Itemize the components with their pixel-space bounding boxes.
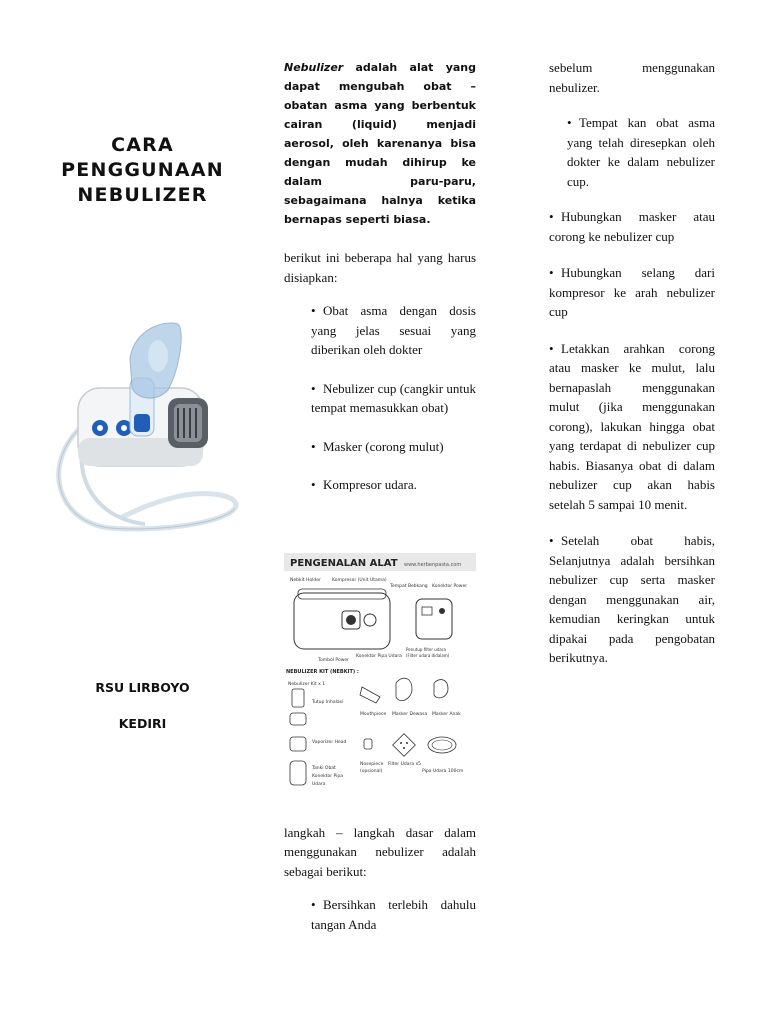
label-konektor-pipa2: Konektor Pipa — [312, 773, 343, 779]
list-item: • Letakkan arahkan corong atau masker ke mulut, lalu bernapaslah menggunakan mulut (jika menggunakan corong), lakukan hingga obat yang terdapat di nebulizer cup habis. Biasanya obat di dalam nebulizer cup akan habis setelah 5 sampai 10 menit. — [549, 340, 715, 512]
hospital-name: RSU LIRBOYO — [95, 680, 190, 695]
label-mouthpiece: Mouthpiece — [360, 711, 387, 717]
label-udara: Udara — [312, 781, 326, 787]
title-line: CARA — [111, 134, 174, 156]
preparation-heading: berikut ini beberapa hal yang harus disiapkan: — [284, 250, 476, 285]
continuation-text: sebelum menggunakan nebulizer. — [549, 60, 715, 95]
preparation-list — [284, 301, 476, 495]
intro-paragraph — [284, 58, 476, 229]
label-pipa: Pipa Udara 100cm — [422, 768, 464, 774]
label-kit1: Nebulizer Kit x 1 — [288, 681, 326, 687]
label-tempat-bebkang: Tempat Bebkang — [390, 583, 428, 589]
label-masker-dewasa: Masker Dewasa — [392, 711, 428, 717]
label-konektor-power: Konektor Power — [432, 583, 468, 589]
cover-column — [40, 0, 245, 1024]
label-opsional: (opsional) — [360, 768, 383, 774]
usage-steps-list — [549, 207, 715, 668]
label-masker-anak: Masker Anak — [432, 711, 461, 717]
label-konektor-pipa: Konektor Pipa Udara — [356, 653, 402, 659]
list-item: • Bersihkan terlebih dahulu tangan Anda — [311, 897, 476, 932]
label-filter: Filter Udara x5 — [388, 761, 422, 767]
list-item: • Hubungkan masker atau corong ke nebulizer cup — [549, 209, 715, 244]
nebulizer-device-image — [50, 318, 240, 550]
title-line: PENGGUNAAN — [61, 159, 224, 181]
indented-step-list — [549, 113, 715, 191]
list-item: • Obat asma dengan dosis yang jelas sesuai yang diberikan oleh dokter — [311, 303, 476, 357]
label-tombol-power: Tombol Power — [318, 657, 350, 663]
diagram-website: www.herbenpasta.com — [404, 561, 462, 568]
label-nosepiece: Nosepiece — [360, 761, 384, 767]
right-column — [549, 58, 715, 668]
label-nebkit-holder: Nebkit Holder — [290, 577, 321, 583]
kit-heading: NEBULIZER KIT (NEBKIT) : — [286, 668, 359, 675]
hospital-city: KEDIRI — [118, 716, 167, 731]
steps-heading: langkah – langkah dasar dalam menggunakan nebulizer adalah sebagai berikut: — [284, 824, 476, 879]
middle-column — [284, 58, 476, 934]
brochure-title — [40, 133, 245, 208]
list-item: • Setelah obat habis, Selanjutnya adalah bersihkan nebulizer cup serta masker dengan menggunakan air, kemudian keringkan untuk dipakai pada pengobatan berikutnya. — [549, 533, 715, 665]
intro-term: Nebulizer — [284, 61, 344, 74]
label-vaporizer: Vaporizer Head — [312, 739, 347, 745]
list-item: • Nebulizer cup (cangkir untuk tempat memasukkan obat) — [311, 380, 476, 415]
label-filter-dalam: (Filter udara didalam) — [406, 652, 450, 658]
equipment-diagram — [284, 547, 476, 801]
list-item: • Masker (corong mulut) — [311, 438, 444, 454]
list-item: • Hubungkan selang dari kompresor ke arah nebulizer cup — [549, 265, 715, 319]
list-item: • Kompresor udara. — [311, 477, 417, 492]
list-item: • Tempat kan obat asma yang telah diresepkan oleh dokter ke dalam nebulizer cup. — [567, 115, 715, 189]
label-tanki: Tanki Obat — [312, 765, 336, 771]
diagram-header: PENGENALAN ALAT — [290, 557, 398, 569]
steps-list — [284, 895, 476, 934]
title-line: NEBULIZER — [77, 184, 208, 206]
label-kompresor: Kompresor (Unit Utama) — [332, 577, 387, 583]
label-tutup: Tutup Inhalasi — [312, 699, 344, 705]
label-penutup-filter: Penutup filter udara — [406, 646, 446, 652]
intro-text: adalah alat yang dapat mengubah obat – obatan asma yang berbentuk cairan (liquid) menjadi aerosol, oleh karenanya bisa dengan mudah dihirup ke dalam paru-paru, sebagaimana halnya ketika bernapas seperti biasa. — [284, 61, 476, 226]
